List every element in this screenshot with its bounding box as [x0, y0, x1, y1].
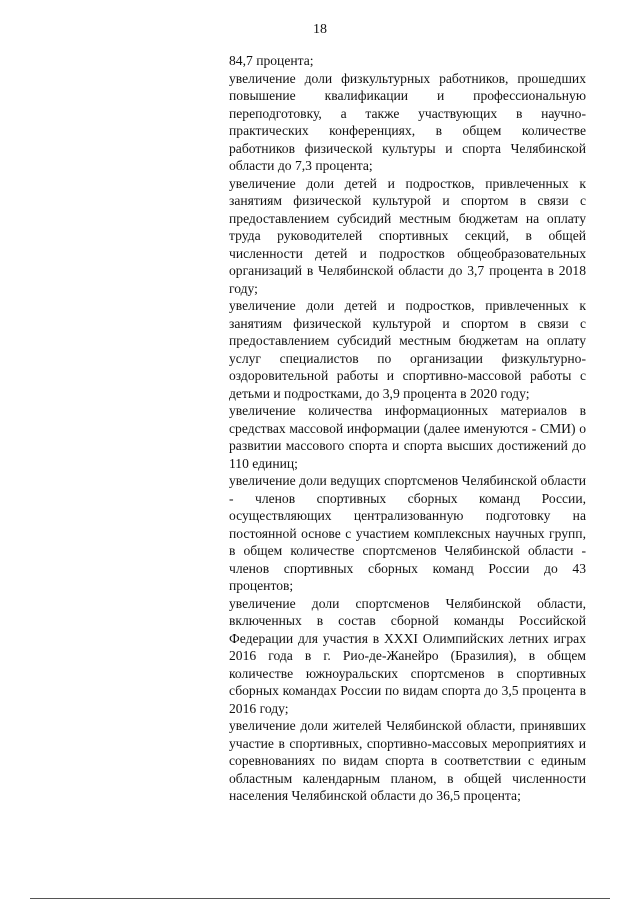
bottom-divider: [30, 898, 610, 899]
page-number: 18: [313, 22, 327, 37]
paragraph: увеличение доли жителей Челябинской области, принявших участие в спортивных, спортивно-массовых мероприятиях и соревнованиях по видам спорта в соответствии с единым областным календарным планом, в общей численности населения Челябинской области до 36,5 процента;: [229, 718, 586, 803]
paragraph: увеличение доли детей и подростков, привлеченных к занятиям физической культурой и спортом в связи с предоставлением субсидий местным бюджетам на оплату услуг специалистов по организации физкультурно-оздоровительной работы и спортивно-массовой работы с детьми и подростками, до 3,9 процента в 2020 году;: [229, 298, 586, 401]
paragraph: увеличение количества информационных материалов в средствах массовой информации (далее именуются - СМИ) о развитии массового спорта и спорта высших достижений до 110 единиц;: [229, 403, 586, 471]
paragraph: увеличение доли ведущих спортсменов Челябинской области - членов спортивных сборных команд России, осуществляющих централизованную подготовку на постоянной основе с участием комплексных научных групп, в общем количестве спортсменов Челябинской области - членов спортивных сборных команд России до 43 процентов;: [229, 473, 586, 593]
document-body: [229, 52, 586, 805]
paragraph: 84,7 процента;: [229, 53, 314, 68]
paragraph: увеличение доли спортсменов Челябинской области, включенных в состав сборной команды Российской Федерации для участия в XXXI Олимпийских летних играх 2016 года в г. Рио-де-Жанейро (Бразилия), в общем количестве южноуральских спортсменов в спортивных сборных командах России по видам спорта до 3,5 процента в 2016 году;: [229, 595, 586, 716]
paragraph: увеличение доли физкультурных работников, прошедших повышение квалификации и профессиональную переподготовку, а также участвующих в научно-практических конференциях, в общем количестве работников физической культуры и спорта Челябинской области до 7,3 процента;: [229, 70, 586, 173]
paragraph: увеличение доли детей и подростков, привлеченных к занятиям физической культурой и спортом в связи с предоставлением субсидий местным бюджетам на оплату труда руководителей спортивных секций, в общей численности детей и подростков общеобразовательных организаций в Челябинской области до 3,7 процента в 2018 году;: [229, 175, 586, 296]
